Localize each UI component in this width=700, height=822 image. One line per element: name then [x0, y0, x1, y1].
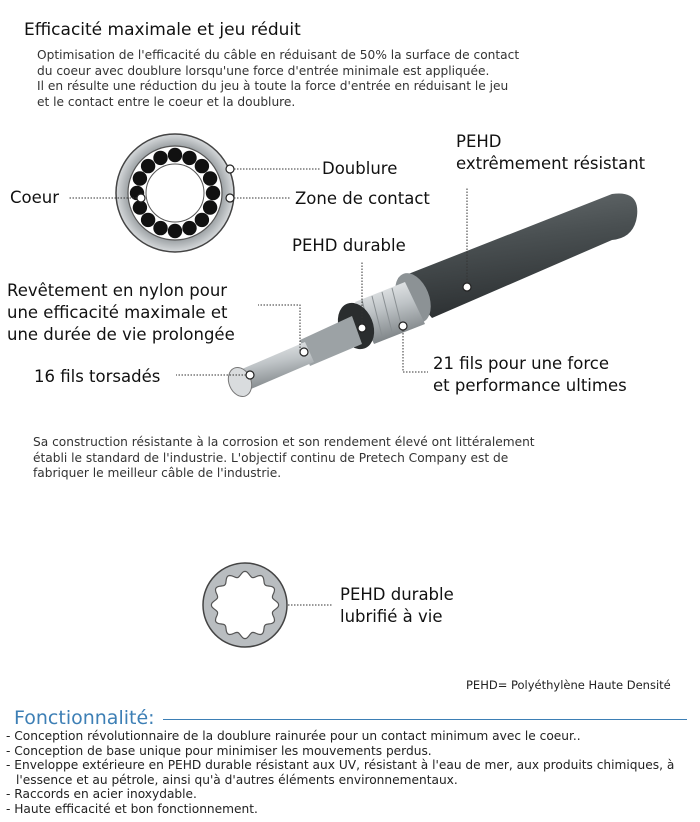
features-title: Fonctionnalité: — [14, 707, 155, 729]
strand-dot — [182, 151, 196, 165]
strand-dot — [203, 171, 217, 185]
label-ring-line: lubrifié à vie — [340, 607, 443, 626]
intro-line: Optimisation de l'efficacité du câble en réduisant de 50% la surface de contact — [37, 48, 520, 62]
label-zone-contact: Zone de contact — [295, 189, 430, 208]
strand-dot — [141, 159, 155, 173]
label-ring-line: PEHD durable — [340, 585, 454, 604]
strand-dot — [182, 221, 196, 235]
feature-item: - Haute efficacité et bon fonctionnement. — [6, 801, 258, 816]
strand-dot — [168, 224, 182, 238]
feature-item: - Enveloppe extérieure en PEHD durable résistant aux UV, résistant à l'eau de mer, aux produits chimiques, à l'essence et au pétrole, ainsi qu'à d'autres éléments environnementaux. — [6, 758, 675, 787]
strand-dot — [195, 213, 209, 227]
feature-item: - Raccords en acier inoxydable. — [6, 787, 197, 802]
intro-line: et le contact entre le coeur et la doublure. — [37, 94, 296, 109]
label-pehd-resistant-line: PEHD — [456, 132, 502, 151]
strand-dot — [168, 148, 182, 162]
label-doublure: Doublure — [322, 159, 398, 178]
label-21-fils-line: 21 fils pour une force — [433, 354, 609, 373]
feature-item: - Conception révolutionnaire de la doublure rainurée pour un contact minimum avec le coeur.. — [6, 729, 581, 743]
intro-line: du coeur avec doublure lorsqu'une force d'entrée minimale est appliquée. — [37, 63, 490, 78]
features-list — [6, 729, 696, 817]
label-ring — [340, 584, 454, 628]
body-line: établi le standard de l'industrie. L'objectif continu de Pretech Company est de — [33, 450, 509, 465]
label-nylon-line: une durée de vie prolongée — [7, 325, 235, 344]
body-paragraph — [33, 435, 633, 482]
strand-dot — [206, 186, 220, 200]
label-pehd-resistant — [456, 131, 645, 175]
cross-section-icon — [116, 134, 234, 252]
label-nylon — [7, 280, 235, 346]
strand-dot — [133, 171, 147, 185]
strand-dot — [203, 200, 217, 214]
label-pehd-resistant-line: extrêmement résistant — [456, 154, 646, 173]
page-title: Efficacité maximale et jeu réduit — [24, 20, 301, 40]
label-21-fils — [433, 353, 627, 397]
label-21-fils-line: et performance ultimes — [433, 376, 627, 395]
feature-item: - Conception de base unique pour minimiser les mouvements perdus. — [6, 743, 432, 758]
strand-dot — [153, 221, 167, 235]
label-16-fils: 16 fils torsadés — [34, 367, 161, 386]
intro-line: Il en résulte une réduction du jeu à toute la force d'entrée en réduisant le jeu — [37, 79, 509, 93]
label-nylon-line: Revêtement en nylon pour — [7, 281, 228, 300]
body-line: fabriquer le meilleur câble de l'industrie. — [33, 466, 282, 480]
label-coeur: Coeur — [10, 188, 60, 207]
features-divider — [163, 719, 687, 720]
label-nylon-line: une efficacité maximale et — [7, 303, 228, 322]
intro-paragraph — [37, 48, 657, 110]
label-pehd-durable: PEHD durable — [292, 236, 406, 255]
pehd-footnote: PEHD= Polyéthylène Haute Densité — [466, 678, 671, 692]
strand-dot — [141, 213, 155, 227]
body-line: Sa construction résistante à la corrosion et son rendement élevé ont littéralement — [33, 435, 535, 449]
strand-dot — [153, 151, 167, 165]
strand-dot — [195, 159, 209, 173]
